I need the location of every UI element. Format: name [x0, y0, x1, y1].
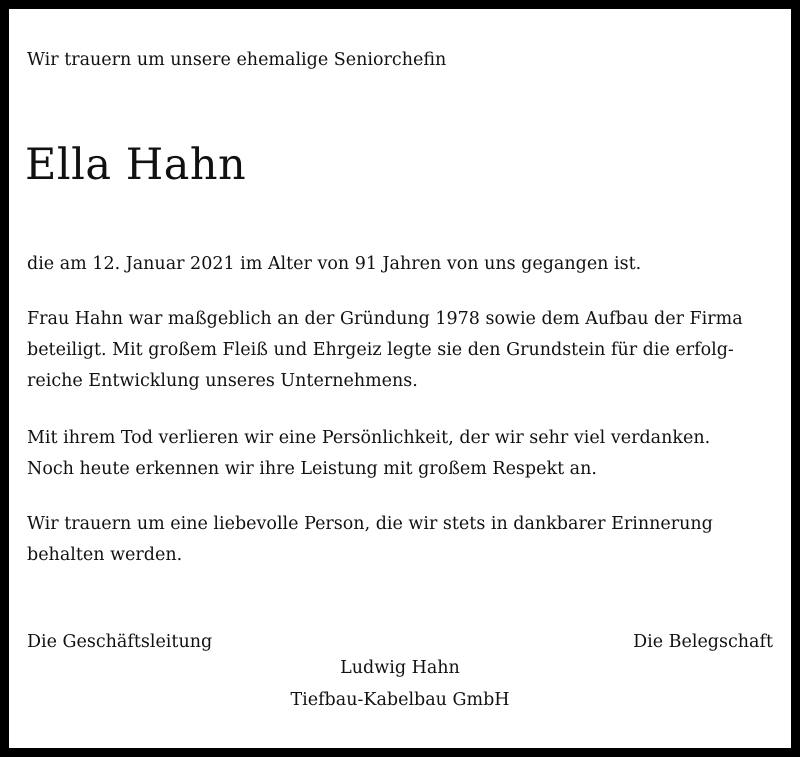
signature-person: Ludwig Hahn [340, 658, 460, 678]
paragraph-line: reiche Entwicklung unseres Unternehmens. [27, 371, 418, 391]
paragraph-line: Wir trauern um eine liebevolle Person, die wir stets in dankbarer Erinnerung [27, 514, 713, 534]
paragraph-tribute [27, 304, 774, 397]
signature-company: Tiefbau-Kabelbau GmbH [290, 690, 510, 710]
paragraph-line: Noch heute erkennen wir ihre Leistung mit großem Respekt an. [27, 459, 597, 479]
signature-management: Die Geschäftsleitung [27, 632, 213, 652]
paragraph-remembrance [27, 509, 774, 571]
paragraph-line: Frau Hahn war maßgeblich an der Gründung 1978 sowie dem Aufbau der Firma [27, 309, 743, 329]
paragraph-date: die am 12. Januar 2021 im Alter von 91 Jahren von uns gegangen ist. [27, 254, 642, 274]
paragraph-loss [27, 423, 774, 485]
paragraph-line: beteiligt. Mit großem Fleiß und Ehrgeiz legte sie den Grundstein für die erfolg- [27, 340, 734, 360]
paragraph-line: behalten werden. [27, 545, 183, 565]
deceased-name: Ella Hahn [25, 140, 247, 190]
intro-line: Wir trauern um unsere ehemalige Seniorchefin [27, 50, 447, 70]
signature-staff: Die Belegschaft [633, 632, 773, 652]
paragraph-line: Mit ihrem Tod verlieren wir eine Persönlichkeit, der wir sehr viel verdanken. [27, 428, 711, 448]
